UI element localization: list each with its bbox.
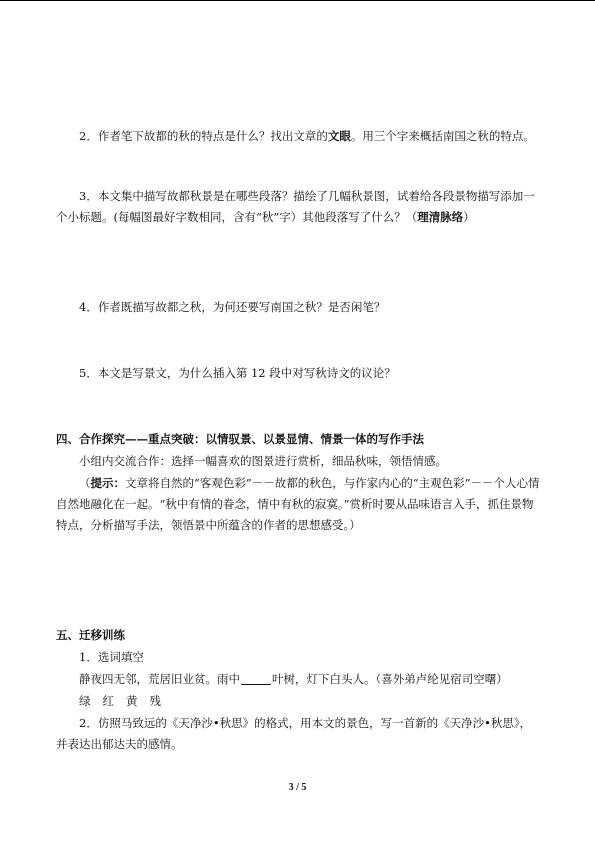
option-word: 红: [102, 694, 114, 708]
question-3-text-c: ）: [463, 210, 475, 224]
exercise-2: 2．仿照马致远的《天净沙•秋思》的格式，用本文的景色，写一首新的《天净沙•秋思》，并表达出郁达夫的感情。: [56, 716, 532, 751]
question-3-text-a: 3．本文集中描写故都秋景是在哪些段落？描绘了几幅秋景图，试着给各段景物描写添加一个小标题。(每幅图最好字数相同，含有“秋”字）其他段落写了什么？（: [56, 189, 535, 224]
tip-text: 文章将自然的“客观色彩”－－故都的秋色，与作家内心的“主观色彩”－－个人心情自然地融化在一起。“秋中有情的眷念，情中有秋的寂寞。”赏析时要从品味语言入手，抓住景物特点，分析描写手法，领悟景中所蕴含的作者的思想感受。）: [56, 476, 540, 532]
section-4-heading: 四、合作探究——重点突破：以情驭景、以景显情、情景一体的写作手法: [56, 432, 424, 446]
question-4: 4．作者既描写故都之秋，为何还要写南国之秋？是否闲笔？: [79, 300, 386, 314]
section-5-heading: 五、迁移训练: [56, 628, 125, 642]
question-5: 5．本文是写景文，为什么插入第 12 段中对写秋诗文的议论？: [79, 366, 396, 380]
poem-after-blank: 叶树，灯下白头人。（喜外弟卢纶见宿司空曙）: [272, 672, 508, 686]
tip-open-paren: （: [79, 476, 91, 490]
question-2-text-a: 2．作者笔下故都的秋的特点是什么？找出文章的: [79, 129, 328, 143]
fill-in-blank[interactable]: [241, 672, 271, 685]
top-rule: [0, 0, 595, 1]
section-4-tip: [56, 473, 541, 536]
option-word: 残: [149, 694, 161, 708]
section-4-task: 小组内交流合作：选择一幅喜欢的图景进行赏析，细品秋味，领悟情感。: [79, 454, 447, 468]
question-2-keyword: 文眼: [327, 129, 351, 143]
question-2-text-c: 。用三个字来概括南国之秋的特点。: [350, 129, 535, 143]
question-3: [56, 186, 541, 228]
option-word: 绿: [79, 694, 91, 708]
page-number: 3 / 5: [288, 782, 307, 793]
word-options: [56, 691, 541, 712]
question-3-keyword: 理清脉络: [417, 210, 464, 224]
question-2: [56, 126, 541, 147]
option-word: 黄: [126, 694, 138, 708]
poem-before-blank: 静夜四无邻，荒居旧业贫。雨中: [79, 672, 240, 686]
exercise-1-title: 1．选词填空: [79, 650, 144, 664]
exercise-1-poem: [56, 669, 541, 690]
tip-label: 提示：: [90, 476, 125, 490]
